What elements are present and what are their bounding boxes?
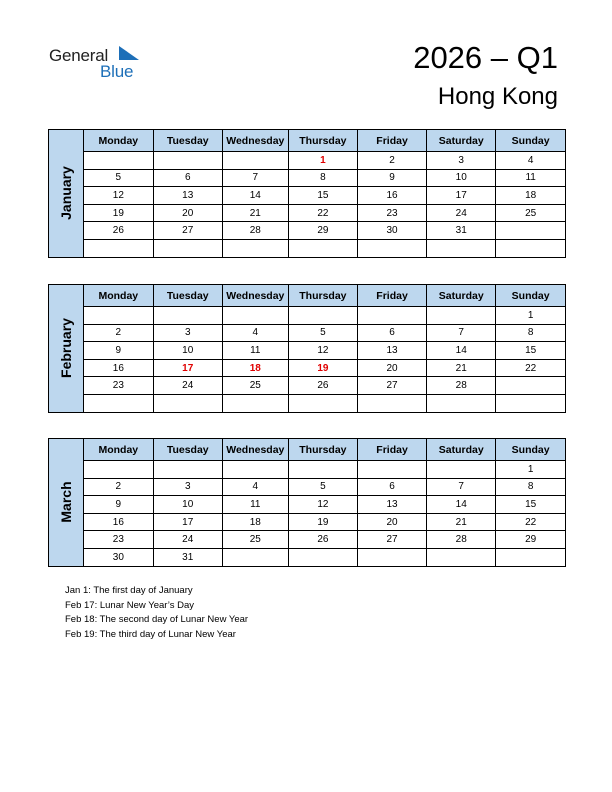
day-cell [357, 461, 426, 479]
day-cell: 5 [288, 478, 357, 496]
day-cell: 26 [288, 377, 357, 395]
day-cell: 4 [496, 152, 565, 170]
day-cell: 12 [288, 496, 357, 514]
day-cell: 8 [496, 324, 565, 342]
week-row [84, 187, 565, 205]
day-cell: 3 [427, 152, 496, 170]
day-cell: 23 [357, 204, 426, 222]
day-cell: 6 [357, 324, 426, 342]
day-cell [222, 548, 288, 565]
day-cell [496, 222, 565, 240]
day-cell: 29 [496, 531, 565, 549]
day-cell [84, 461, 153, 479]
day-cell: 1 [496, 307, 565, 325]
weekday-header: Saturday [427, 130, 496, 152]
day-cell: 8 [496, 478, 565, 496]
month-calendar-march [48, 438, 566, 567]
day-cell: 27 [357, 377, 426, 395]
weekday-header: Saturday [427, 285, 496, 307]
week-row [84, 394, 565, 411]
day-cell: 18 [496, 187, 565, 205]
weekday-header: Thursday [288, 285, 357, 307]
week-row [84, 496, 565, 514]
weekday-header: Monday [84, 130, 153, 152]
week-row [84, 478, 565, 496]
week-row [84, 377, 565, 395]
day-cell [288, 461, 357, 479]
day-cell [222, 394, 288, 411]
day-cell: 19 [288, 513, 357, 531]
day-cell: 29 [288, 222, 357, 240]
day-cell: 9 [357, 169, 426, 187]
weekday-header: Friday [357, 439, 426, 461]
week-row [84, 359, 565, 377]
page-title: 2026 – Q1 [413, 40, 558, 75]
day-cell: 10 [153, 496, 222, 514]
day-cell [84, 239, 153, 256]
day-cell: 25 [496, 204, 565, 222]
day-cell: 21 [427, 513, 496, 531]
day-cell [357, 394, 426, 411]
day-cell: 11 [496, 169, 565, 187]
month-calendar-january [48, 129, 566, 258]
weekday-header: Friday [357, 130, 426, 152]
day-cell: 31 [427, 222, 496, 240]
day-cell: 6 [357, 478, 426, 496]
day-cell [84, 152, 153, 170]
weekday-header: Monday [84, 285, 153, 307]
weekday-header: Saturday [427, 439, 496, 461]
day-cell: 21 [222, 204, 288, 222]
day-cell: 4 [222, 324, 288, 342]
day-cell: 13 [357, 496, 426, 514]
day-cell: 28 [222, 222, 288, 240]
day-cell: 17 [427, 187, 496, 205]
day-cell [288, 307, 357, 325]
day-cell [357, 548, 426, 565]
day-cell: 22 [496, 513, 565, 531]
day-cell: 21 [427, 359, 496, 377]
day-cell: 14 [427, 496, 496, 514]
day-cell: 25 [222, 531, 288, 549]
day-cell: 16 [84, 513, 153, 531]
day-cell: 18 [222, 513, 288, 531]
day-cell [222, 461, 288, 479]
day-cell [496, 377, 565, 395]
day-cell: 26 [288, 531, 357, 549]
day-cell: 20 [357, 359, 426, 377]
weekday-header: Wednesday [222, 439, 288, 461]
day-cell: 17 [153, 513, 222, 531]
month-calendar-february [48, 284, 566, 413]
day-cell: 10 [153, 342, 222, 360]
weekday-header: Wednesday [222, 285, 288, 307]
day-cell: 18 [222, 359, 288, 377]
day-cell: 27 [357, 531, 426, 549]
day-cell: 15 [496, 342, 565, 360]
day-cell: 4 [222, 478, 288, 496]
logo-blue-text: Blue [100, 62, 134, 81]
day-cell: 13 [357, 342, 426, 360]
day-cell: 7 [222, 169, 288, 187]
day-cell: 3 [153, 478, 222, 496]
day-cell: 26 [84, 222, 153, 240]
week-row [84, 204, 565, 222]
weekday-header: Thursday [288, 439, 357, 461]
month-label [49, 285, 84, 412]
week-row [84, 461, 565, 479]
month-grid [84, 130, 565, 257]
day-cell: 2 [84, 478, 153, 496]
day-cell: 23 [84, 531, 153, 549]
day-cell: 27 [153, 222, 222, 240]
day-cell [222, 239, 288, 256]
day-cell [427, 548, 496, 565]
week-row [84, 513, 565, 531]
day-cell [153, 152, 222, 170]
day-cell: 8 [288, 169, 357, 187]
day-cell: 24 [153, 377, 222, 395]
weekday-header: Friday [357, 285, 426, 307]
day-cell [84, 394, 153, 411]
day-cell [288, 548, 357, 565]
day-cell: 16 [84, 359, 153, 377]
weekday-header-row [84, 130, 565, 152]
holiday-note: Jan 1: The first day of January [65, 585, 193, 596]
day-cell: 17 [153, 359, 222, 377]
day-cell: 7 [427, 478, 496, 496]
day-cell: 7 [427, 324, 496, 342]
day-cell: 12 [288, 342, 357, 360]
logo-triangle-icon [119, 46, 139, 60]
day-cell [153, 307, 222, 325]
weekday-header: Sunday [496, 439, 565, 461]
logo-general-text: General [49, 46, 109, 65]
day-cell: 5 [288, 324, 357, 342]
day-cell: 13 [153, 187, 222, 205]
week-row [84, 222, 565, 240]
day-cell [288, 239, 357, 256]
weekday-header: Sunday [496, 130, 565, 152]
day-cell: 28 [427, 377, 496, 395]
day-cell [496, 394, 565, 411]
day-cell: 3 [153, 324, 222, 342]
day-cell: 15 [288, 187, 357, 205]
month-label [49, 439, 84, 566]
holiday-note: Feb 17: Lunar New Year’s Day [65, 599, 195, 611]
week-row [84, 169, 565, 187]
weekday-header: Wednesday [222, 130, 288, 152]
day-cell: 15 [496, 496, 565, 514]
weekday-header-row [84, 285, 565, 307]
day-cell: 19 [84, 204, 153, 222]
day-cell: 5 [84, 169, 153, 187]
day-cell: 20 [357, 513, 426, 531]
day-cell: 14 [427, 342, 496, 360]
day-cell: 24 [153, 531, 222, 549]
day-cell: 22 [288, 204, 357, 222]
weekday-header: Sunday [496, 285, 565, 307]
weekday-header: Monday [84, 439, 153, 461]
day-cell: 11 [222, 342, 288, 360]
day-cell: 24 [427, 204, 496, 222]
month-name: January [58, 166, 74, 221]
day-cell [357, 239, 426, 256]
week-row [84, 342, 565, 360]
day-cell: 23 [84, 377, 153, 395]
holiday-note: Feb 18: The second day of Lunar New Year [65, 614, 249, 626]
day-cell: 12 [84, 187, 153, 205]
month-grid [84, 285, 565, 412]
day-cell: 14 [222, 187, 288, 205]
day-cell [427, 307, 496, 325]
day-cell: 30 [84, 548, 153, 565]
day-cell [427, 461, 496, 479]
holiday-notes [65, 584, 248, 642]
month-name: February [58, 318, 74, 379]
day-cell: 2 [84, 324, 153, 342]
weekday-header: Tuesday [153, 285, 222, 307]
day-cell [222, 152, 288, 170]
day-cell: 20 [153, 204, 222, 222]
day-cell [496, 548, 565, 565]
day-cell: 10 [427, 169, 496, 187]
day-cell [153, 394, 222, 411]
day-cell [496, 239, 565, 256]
day-cell: 11 [222, 496, 288, 514]
day-cell [153, 239, 222, 256]
day-cell: 9 [84, 496, 153, 514]
month-label [49, 130, 84, 257]
weekday-header: Tuesday [153, 130, 222, 152]
day-cell [153, 461, 222, 479]
day-cell: 2 [357, 152, 426, 170]
logo [49, 44, 149, 84]
day-cell [288, 394, 357, 411]
day-cell: 19 [288, 359, 357, 377]
week-row [84, 531, 565, 549]
day-cell: 25 [222, 377, 288, 395]
page-subtitle: Hong Kong [437, 83, 558, 110]
week-row [84, 239, 565, 256]
day-cell: 28 [427, 531, 496, 549]
month-name: March [58, 481, 74, 523]
day-cell [427, 394, 496, 411]
day-cell: 1 [288, 152, 357, 170]
day-cell: 22 [496, 359, 565, 377]
weekday-header-row [84, 439, 565, 461]
weekday-header: Tuesday [153, 439, 222, 461]
day-cell: 31 [153, 548, 222, 565]
day-cell [84, 307, 153, 325]
week-row [84, 152, 565, 170]
day-cell: 1 [496, 461, 565, 479]
day-cell: 9 [84, 342, 153, 360]
day-cell: 16 [357, 187, 426, 205]
day-cell [427, 239, 496, 256]
day-cell: 30 [357, 222, 426, 240]
month-grid [84, 439, 565, 566]
week-row [84, 324, 565, 342]
day-cell: 6 [153, 169, 222, 187]
day-cell [357, 307, 426, 325]
week-row [84, 307, 565, 325]
day-cell [222, 307, 288, 325]
weekday-header: Thursday [288, 130, 357, 152]
holiday-note: Feb 19: The third day of Lunar New Year [65, 628, 236, 640]
week-row [84, 548, 565, 565]
